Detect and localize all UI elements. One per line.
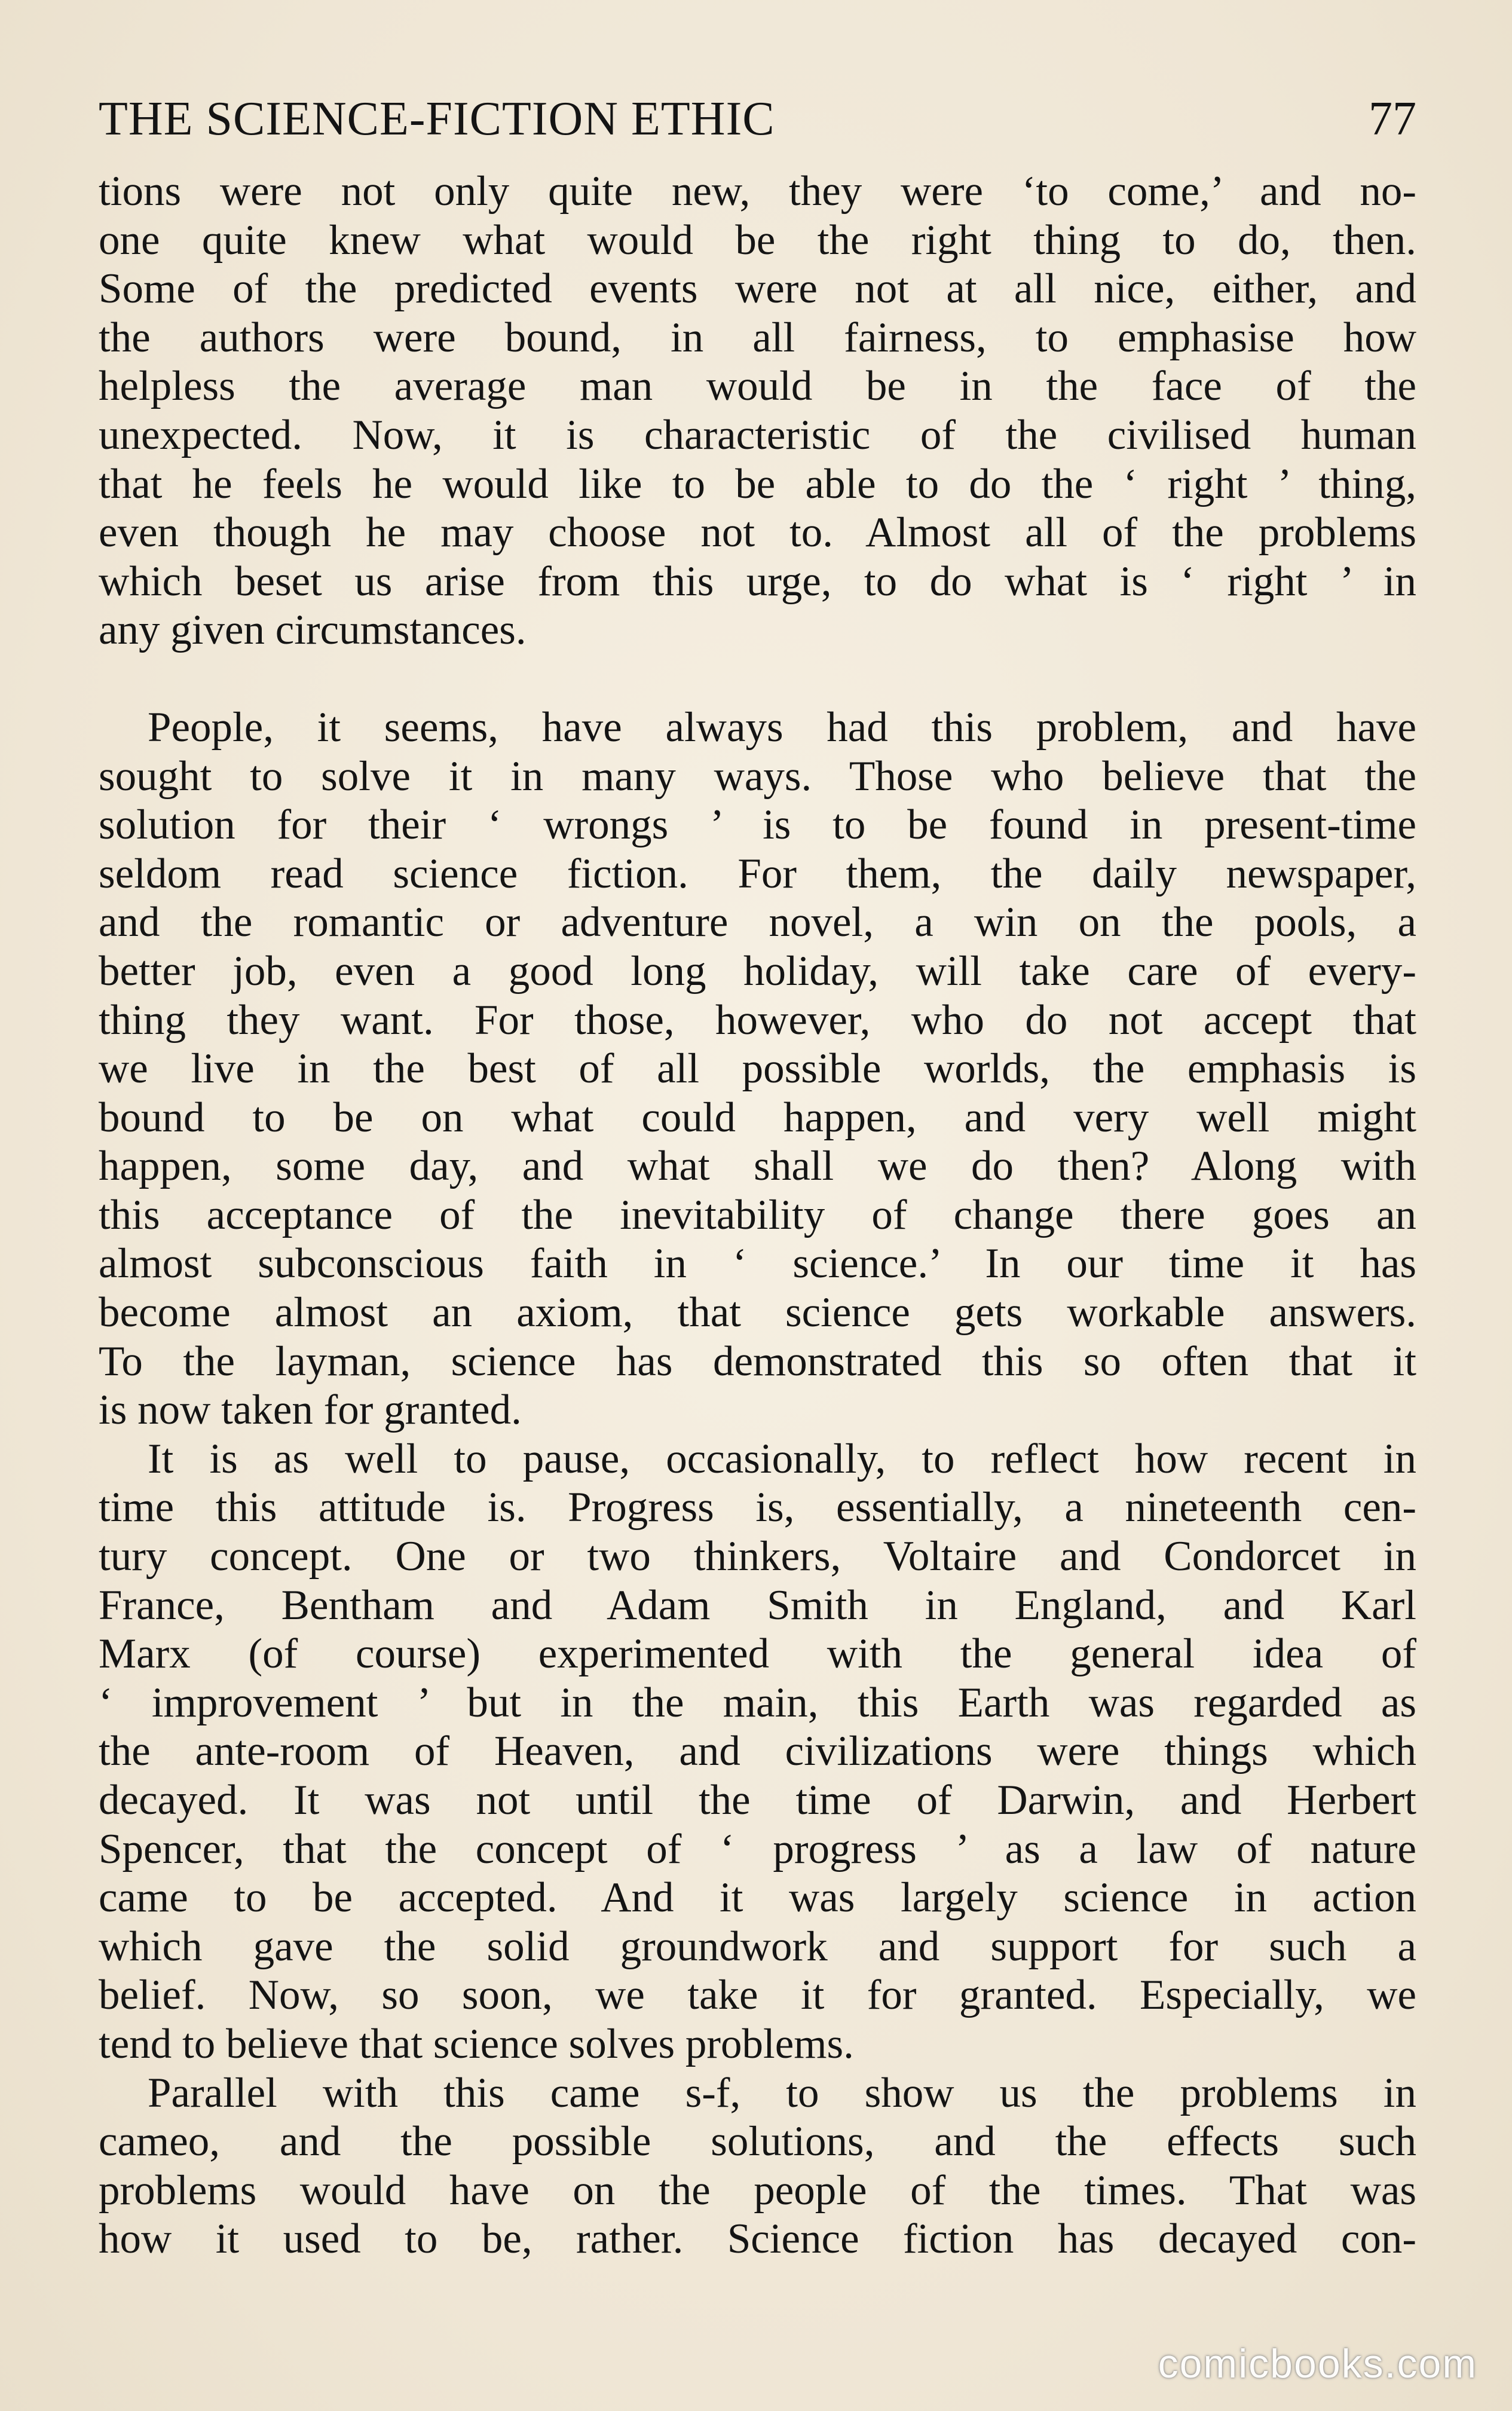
text-line: unexpected. Now, it is characteristic of the civilised human [99, 411, 1416, 458]
text-line: ‘ improvement ’ but in the main, this Earth was regarded as [99, 1679, 1416, 1726]
text-line: France, Bentham and Adam Smith in England, and Karl [99, 1581, 1416, 1629]
text-line: that he feels he would like to be able to do the ‘ right ’ thing, [99, 460, 1416, 507]
text-line: tury concept. One or two thinkers, Voltaire and Condorcet in [99, 1533, 1416, 1580]
text-line: helpless the average man would be in the face of the [99, 363, 1416, 410]
page-number: 77 [1369, 93, 1416, 145]
text-line: sought to solve it in many ways. Those who believe that the [99, 752, 1416, 800]
text-line: become almost an axiom, that science gets workable answers. [99, 1289, 1416, 1336]
text-line: seldom read science fiction. For them, the daily newspaper, [99, 850, 1416, 897]
running-head: THE SCIENCE-FICTION ETHIC [99, 93, 775, 145]
text-line: problems would have on the people of the times. That was [99, 2167, 1416, 2214]
text-line: is now taken for granted. [99, 1387, 522, 1434]
text-line: and the romantic or adventure novel, a win on the pools, a [99, 899, 1416, 946]
text-line: which beset us arise from this urge, to do what is ‘ right ’ in [99, 558, 1416, 605]
text-line: better job, even a good long holiday, will take care of every- [99, 947, 1416, 995]
text-line: bound to be on what could happen, and very well might [99, 1094, 1416, 1141]
text-line: Marx (of course) experimented with the general idea of [99, 1630, 1416, 1678]
paragraph-2 [99, 703, 1416, 1435]
text-line: how it used to be, rather. Science fiction has decayed con- [99, 2216, 1416, 2263]
text-line: Spencer, that the concept of ‘ progress ’ as a law of nature [99, 1825, 1416, 1872]
text-line: came to be accepted. And it was largely science in action [99, 1874, 1416, 1922]
text-line: To the layman, science has demonstrated this so often that it [99, 1338, 1416, 1385]
text-line: any given circumstances. [99, 607, 527, 654]
text-line: time this attitude is. Progress is, essentially, a nineteenth cen- [99, 1484, 1416, 1531]
book-page [99, 84, 1416, 2264]
text-line: cameo, and the possible solutions, and the effects such [99, 2118, 1416, 2165]
text-line: even though he may choose not to. Almost all of the problems [99, 509, 1416, 556]
text-line: tions were not only quite new, they were ‘to come,’ and no- [99, 168, 1416, 215]
paragraph-1 [99, 167, 1416, 655]
paragraph-4 [99, 2069, 1416, 2264]
text-line: solution for their ‘ wrongs ’ is to be found in present-time [99, 801, 1416, 849]
text-line: tend to believe that science solves problems. [99, 2020, 854, 2067]
text-line: Parallel with this came s-f, to show us the problems in [148, 2069, 1416, 2116]
text-line: this acceptance of the inevitability of change there goes an [99, 1191, 1416, 1238]
text-line: belief. Now, so soon, we take it for granted. Especially, we [99, 1972, 1416, 2019]
text-line: Some of the predicted events were not at all nice, either, and [99, 265, 1416, 313]
text-line: thing they want. For those, however, who do not accept that [99, 996, 1416, 1044]
paragraph-3 [99, 1435, 1416, 2069]
text-line: decayed. It was not until the time of Darwin, and Herbert [99, 1777, 1416, 1823]
text-line: the authors were bound, in all fairness, to emphasise how [99, 314, 1416, 361]
text-line: happen, some day, and what shall we do then? Along with [99, 1143, 1416, 1190]
paragraph-break [99, 655, 1416, 703]
text-line: the ante-room of Heaven, and civilizations were things which [99, 1728, 1416, 1775]
text-line: we live in the best of all possible worlds, the emphasis is [99, 1045, 1416, 1093]
text-line: People, it seems, have always had this problem, and have [148, 703, 1416, 751]
text-line: which gave the solid groundwork and support for such a [99, 1923, 1416, 1970]
page-header [99, 84, 1416, 154]
text-line: one quite knew what would be the right thing to do, then. [99, 216, 1416, 264]
text-line: It is as well to pause, occasionally, to reflect how recent in [148, 1435, 1416, 1482]
text-line: almost subconscious faith in ‘ science.’ In our time it has [99, 1240, 1416, 1287]
body-text [99, 167, 1416, 2264]
watermark: comicbooks.com [1158, 2341, 1477, 2386]
